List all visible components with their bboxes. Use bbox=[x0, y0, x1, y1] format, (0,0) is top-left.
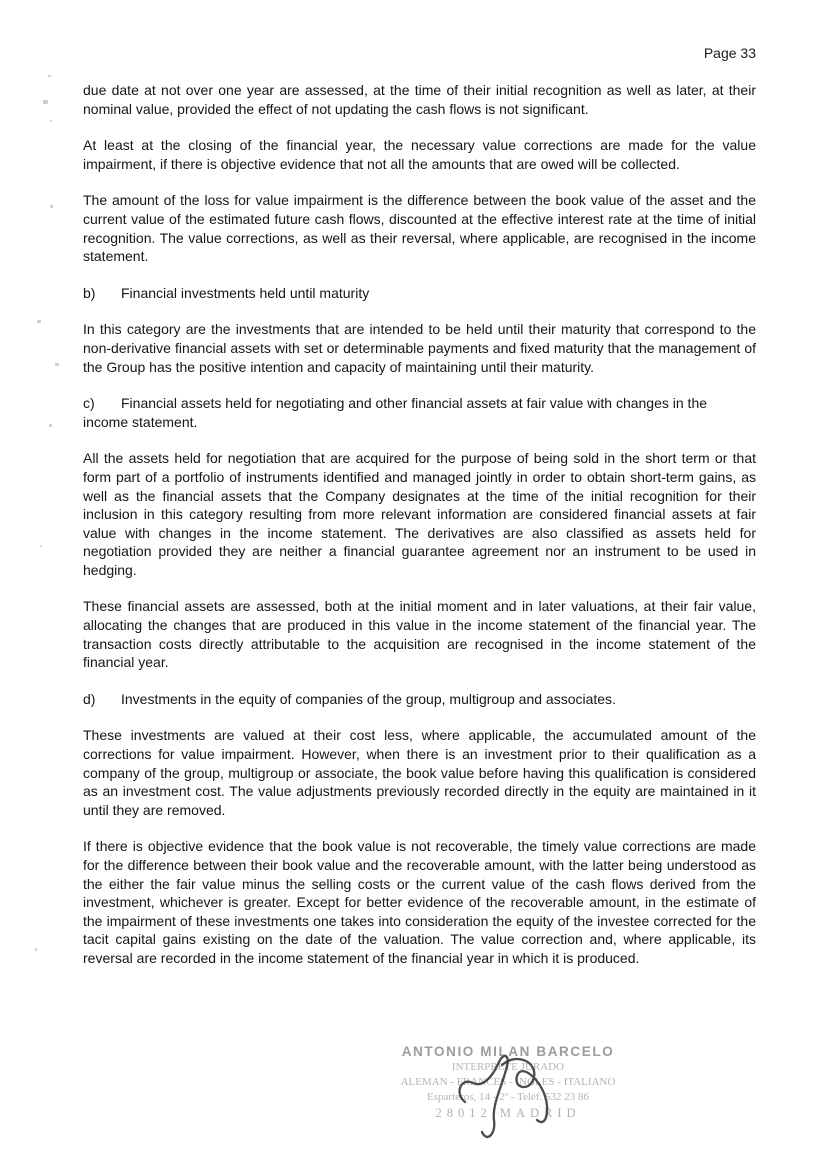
scan-artifact bbox=[50, 120, 52, 122]
document-page bbox=[83, 44, 756, 986]
section-title: Financial investments held until maturity bbox=[121, 284, 370, 301]
scan-artifact bbox=[50, 205, 53, 208]
section-heading-c bbox=[83, 394, 756, 431]
section-heading-d bbox=[83, 690, 756, 709]
stamp-title: INTERPRETE JURADO bbox=[451, 1061, 565, 1073]
stamp-name: ANTONIO MILAN BARCELO bbox=[401, 1044, 615, 1059]
scan-artifact bbox=[48, 75, 51, 77]
scan-artifact bbox=[35, 948, 37, 951]
scan-artifact bbox=[37, 320, 41, 323]
section-label: c) bbox=[83, 395, 95, 412]
section-label: d) bbox=[83, 690, 96, 707]
section-label: b) bbox=[83, 284, 96, 301]
paragraph: These financial assets are assessed, both at the initial moment and in later valuations, at their fair value, allocating the changes that are produced in this value in the income statement of the financial year. The transaction costs directly attributable to the acquisition are recognised in the income statement of the financial year. bbox=[83, 598, 756, 671]
section-title: Financial assets held for negotiating and other financial assets at fair value with changes in the income statement. bbox=[83, 395, 708, 430]
stamp-address: Esparteros, 14 - 2º - Teléf. 532 23 86 bbox=[427, 1091, 589, 1103]
page-number: Page 33 bbox=[703, 45, 756, 61]
paragraph: The amount of the loss for value impairment is the difference between the book value of the asset and the current value of the estimated future cash flows, discounted at the effective interest rate at the time of initial recognition. The value corrections, as well as their reversal, where applicable, are recognised in the income statement. bbox=[83, 192, 756, 265]
scan-artifact bbox=[55, 363, 59, 366]
scan-artifact bbox=[40, 545, 42, 547]
section-heading-b bbox=[83, 284, 756, 303]
stamp-languages: ALEMAN - FRANCES - INGLES - ITALIANO bbox=[400, 1076, 616, 1088]
paragraph: due date at not over one year are assessed, at the time of their initial recognition as well as later, at their nominal value, provided the effect of not updating the cash flows is not significant. bbox=[83, 82, 756, 117]
section-title: Investments in the equity of companies of the group, multigroup and associates. bbox=[121, 690, 616, 707]
scan-artifact bbox=[43, 100, 48, 104]
paragraph: These investments are valued at their cost less, where applicable, the accumulated amount of the corrections for value impairment. However, when there is an investment prior to their qualification as a company of the group, multigroup or associate, the book value before having this qualification is considered as an investment cost. The value adjustments previously recorded directly in the equity are maintained in it until they are removed. bbox=[83, 727, 756, 818]
handwritten-signature bbox=[447, 1050, 567, 1152]
scan-artifact bbox=[49, 424, 52, 427]
paragraph: At least at the closing of the financial year, the necessary value corrections are made for the value impairment, if there is objective evidence that not all the amounts that are owed will be collected. bbox=[83, 137, 756, 172]
paragraph: In this category are the investments that are intended to be held until their maturity that correspond to the non-derivative financial assets with set or determinable payments and fixed maturity that the management of the Group has the positive intention and capacity of maintaining until their maturity. bbox=[83, 321, 756, 375]
paragraph: All the assets held for negotiation that are acquired for the purpose of being sold in the short term or that form part of a portfolio of instruments identified and managed jointly in order to obtain short-term gains, as well as the financial assets that the Company designates at the time of the initial recognition for their inclusion in this category resulting from more relevant information are considered financial assets at fair value with changes in the income statement. The derivatives are also classified as assets held for negotiation provided they are neither a financial guarantee agreement nor an instrument to be used in hedging. bbox=[83, 450, 756, 578]
paragraph: If there is objective evidence that the book value is not recoverable, the timely value corrections are made for the difference between their book value and the recoverable amount, with the latter being understood as the either the fair value minus the selling costs or the current value of the cash flows derived from the investment, whichever is greater. Except for better evidence of the recoverable amount, in the estimate of the impairment of these investments one takes into consideration the equity of the investee corrected for the tacit capital gains existing on the date of the valuation. The value correction and, where applicable, its reversal are recorded in the income statement of the financial year in which it is produced. bbox=[83, 838, 756, 966]
stamp-city: 28012 MADRID bbox=[435, 1106, 581, 1120]
